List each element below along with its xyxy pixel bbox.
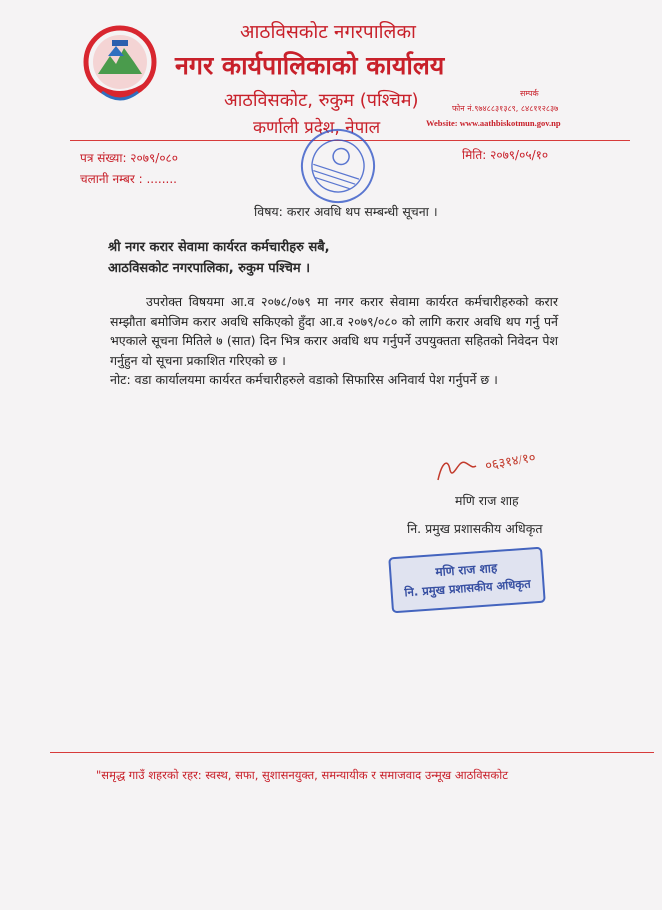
signatory-designation: नि. प्रमुख प्रशासकीय अधिकृत [407,521,543,536]
designation-stamp [388,547,546,614]
phone-number: फोन नं.९७४८८३१३८९, ८४८११२८३७ [452,104,559,113]
handwritten-signature [430,440,590,490]
signatory-name: मणि राज शाह [455,493,519,508]
stamp-designation: नि. प्रमुख प्रशासकीय अधिकृत [404,576,532,600]
body-paragraph: उपरोक्त विषयमा आ.व २०७८/०७९ मा नगर करार सेवामा कार्यरत कर्मचारीहरुको करार सम्झौता बमोजिम करार अवधि सकिएको हुँदा आ.व २०७९/०८० को लागि करार अवधि थप गर्नु पर्ने भएकाले सूचना मितिले ७ (सात) दिन भित्र करार अवधि थप गर्नुपर्ने उपयुक्तता सहितको निवेदन पेश गर्नुहुन यो सूचना प्रकाशित गरिएको छ । [110,294,558,368]
dispatch-number: चलानी नम्बर : ........ [80,172,177,186]
handwritten-date: ०६३१४/१० [483,449,537,473]
website-link: Website: www.aathbiskotmun.gov.np [426,118,561,128]
footer-divider [50,752,654,753]
nepal-emblem-logo [82,22,158,110]
letter-subject: विषय: करार अवधि थप सम्बन्धी सूचना । [254,204,438,219]
office-address: आठविसकोट, रुकुम (पश्चिम) [224,90,419,111]
contact-label: सम्पर्क [520,89,539,98]
office-seal-stamp [284,126,392,206]
letter-number: पत्र संख्या: २०७९/०८० [80,151,179,165]
stamp-name: मणि राज शाह [434,560,498,580]
municipality-name: आठविसकोट नगरपालिका [240,21,416,43]
recipient-line-1: श्री नगर करार सेवामा कार्यरत कर्मचारीहरु सबै, [108,240,330,255]
letter-body [110,292,558,390]
office-title: नगर कार्यपालिकाको कार्यालय [175,51,445,80]
footer-slogan: "समृद्ध गाउँ शहरको रहर: स्वस्थ, सफा, सुशासनयुक्त, समन्यायीक र समाजवाद उन्मूख आठविसकोट [96,768,509,782]
letter-date: मिति: २०७९/०५/१० [462,148,549,162]
province-line: कर्णाली प्रदेश, नेपाल [253,118,381,138]
note-paragraph: नोट: वडा कार्यालयमा कार्यरत कर्मचारीहरुले वडाको सिफारिस अनिवार्य पेश गर्नुपर्ने छ । [110,372,498,387]
recipient-line-2: आठविसकोट नगरपालिका, रुकुम पश्चिम । [108,261,311,276]
